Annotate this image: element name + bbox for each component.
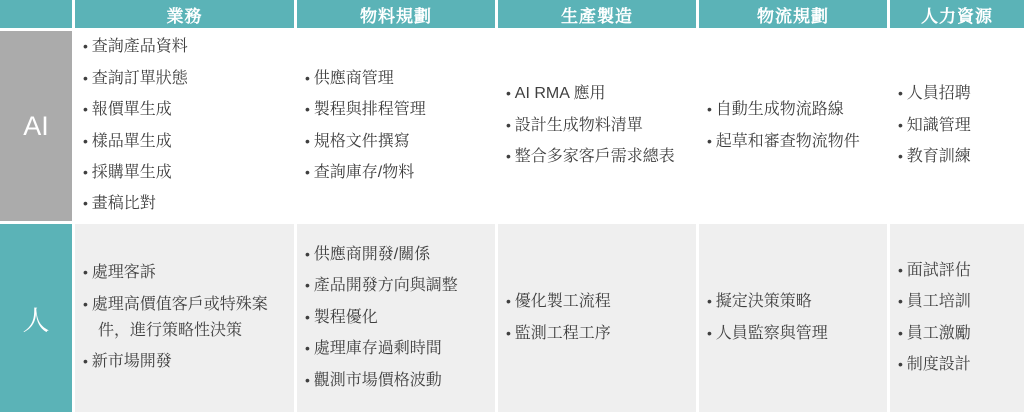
task-list (83, 34, 282, 217)
task-item: • 製程優化 (305, 305, 483, 331)
task-item: • 處理客訴 (83, 260, 282, 286)
task-item: • 製程與排程管理 (305, 97, 483, 123)
task-item: • 新市場開發 (83, 349, 282, 375)
task-item: • AI RMA 應用 (506, 81, 684, 107)
task-item: • 監測工程工序 (506, 321, 684, 347)
col-header-material-planning: 物料規劃 (297, 0, 495, 28)
row-label-ai: AI (0, 31, 72, 221)
task-list (898, 258, 1012, 379)
task-list (707, 97, 875, 155)
corner-cell (0, 0, 72, 28)
task-item: • 起草和審查物流物件 (707, 129, 875, 155)
col-header-sales: 業務 (75, 0, 294, 28)
col-header-logistics-planning: 物流規劃 (699, 0, 887, 28)
task-item: • 知識管理 (898, 113, 1012, 139)
cell-ai-sales (75, 31, 294, 221)
task-item: • 畫稿比對 (83, 191, 282, 217)
task-item: • 查詢庫存/物料 (305, 160, 483, 186)
task-item: • 人員監察與管理 (707, 321, 875, 347)
task-list (707, 289, 875, 347)
col-header-human-resources: 人力資源 (890, 0, 1024, 28)
cell-human-logistics-planning (699, 224, 887, 412)
task-item: • 人員招聘 (898, 81, 1012, 107)
task-item: • 採購單生成 (83, 160, 282, 186)
task-list (83, 260, 282, 376)
cell-ai-production (498, 31, 696, 221)
task-item: • 優化製工流程 (506, 289, 684, 315)
task-item: • 整合多家客戶需求總表 (506, 144, 684, 170)
cell-human-sales (75, 224, 294, 412)
cell-ai-material-planning (297, 31, 495, 221)
task-item: • 員工培訓 (898, 289, 1012, 315)
task-item: • 處理高價值客戶或特殊案件，進行策略性決策 (83, 292, 282, 345)
task-list (305, 66, 483, 187)
cell-ai-human-resources (890, 31, 1024, 221)
task-list (305, 242, 483, 394)
task-item: • 樣品單生成 (83, 129, 282, 155)
task-item: • 供應商管理 (305, 66, 483, 92)
task-item: • 自動生成物流路線 (707, 97, 875, 123)
task-item: • 報價單生成 (83, 97, 282, 123)
task-item: • 供應商開發/關係 (305, 242, 483, 268)
task-item: • 教育訓練 (898, 144, 1012, 170)
task-item: • 員工激勵 (898, 321, 1012, 347)
task-item: • 面試評估 (898, 258, 1012, 284)
task-list (506, 81, 684, 170)
task-item: • 查詢訂單狀態 (83, 66, 282, 92)
task-item: • 設計生成物料清單 (506, 113, 684, 139)
task-item: • 查詢產品資料 (83, 34, 282, 60)
task-item: • 處理庫存過剩時間 (305, 336, 483, 362)
task-list (898, 81, 1012, 170)
row-label-human: 人 (0, 224, 72, 412)
col-header-production: 生產製造 (498, 0, 696, 28)
cell-human-human-resources (890, 224, 1024, 412)
task-item: • 擬定決策策略 (707, 289, 875, 315)
task-item: • 制度設計 (898, 352, 1012, 378)
cell-human-material-planning (297, 224, 495, 412)
cell-ai-logistics-planning (699, 31, 887, 221)
task-item: • 規格文件撰寫 (305, 129, 483, 155)
task-list (506, 289, 684, 347)
task-item: • 產品開發方向與調整 (305, 273, 483, 299)
task-item: • 觀測市場價格波動 (305, 368, 483, 394)
cell-human-production (498, 224, 696, 412)
